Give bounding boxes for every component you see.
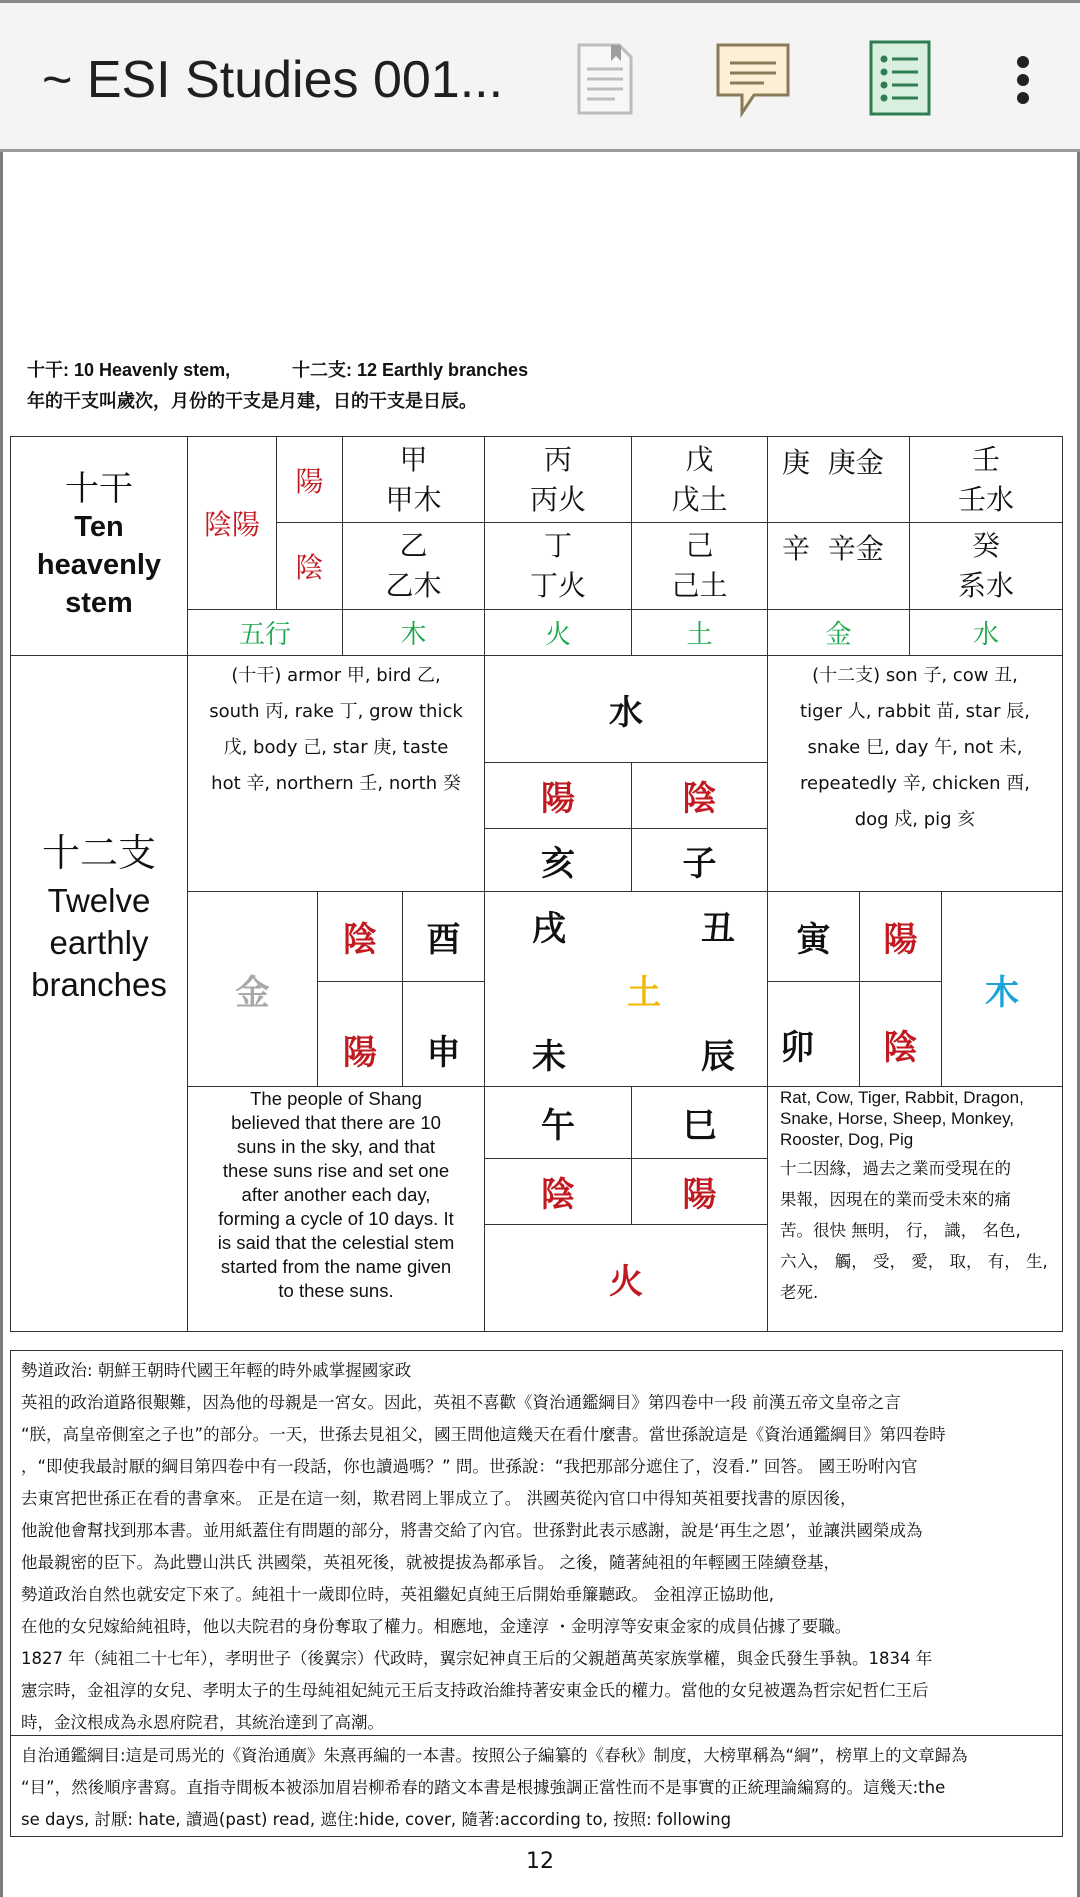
wuxing-water: 水 (909, 609, 1063, 656)
comment-icon[interactable] (714, 41, 792, 125)
branch-yin-tiger: 寅 (767, 891, 860, 982)
branch-xu: 戌 (532, 908, 566, 949)
stem-jia: 甲 甲木 (342, 436, 485, 523)
branch-si: 巳 (631, 1086, 768, 1159)
water-yin: 陰 (631, 762, 768, 829)
wuxing-metal: 金 (767, 609, 910, 656)
metal-element: 金 (187, 891, 318, 1087)
stems-label: 十干 Ten heavenly stem (10, 436, 188, 656)
document-page (0, 152, 1080, 1897)
metal-yin: 陰 (317, 891, 403, 982)
essay-box: 勢道政治: 朝鮮王朝時代國王年輕的時外戚掌握國家政 英祖的政治道路很艱難，因為他的母親是一宮女。因此，英祖不喜歡《資治通鑑綱目》第四卷中一段 前漢五帝文皇帝之言 “朕，高皇帝側室之子也”的部分。一天，世孫去見祖父，國王問他這幾天在看什麼書。當世孫說這是《資治通鑑綱目》第四卷時 ，“即使我最討厭的綱目第四卷中有一段話，你也讀過嗎？” 問。世孫說：“我把那部分遮住了，沒看.” 回答。 國王吩咐內官 去東宮把世孫正在看的書拿來。 正是在這一刻，欺君罔上罪成立了。 洪國英從內官口中得知英祖要找書的原因後， 他說他會幫找到那本書。並用紙蓋住有問題的部分，將書交給了內官。世孫對此表示感謝，說是‘再生之恩’，並讓洪國榮成為 他最親密的臣下。為此豐山洪氏 洪國榮，英祖死後，就被提拔為都承旨。 之後，隨著純祖的年輕國王陸續登基， 勢道政治自然也就安定下來了。純祖十一歲即位時，英祖繼妃貞純王后開始垂簾聽政。 金祖淳正協助他, 在他的女兒嫁給純祖時，他以夫院君的身份奪取了權力。相應地，金達淳 ・金明淳等安東金家的成員佔據了要職。 1827 年（純祖二十七年），孝明世子（後翼宗）代政時，翼宗妃神貞王后的父親趙萬英家族掌權，與金氏發生爭執。1834 年 憲宗時，金祖淳的女兒、孝明太子的生母純祖妃純元王后支持政治維持著安東金氏的權力。當他的女兒被選為哲宗妃哲仁王后 時，金汶根成為永恩府院君，其統治達到了高潮。 (10, 1350, 1063, 1736)
stem-ding: 丁 丁火 (484, 522, 632, 610)
stem-gui: 癸 系水 (909, 522, 1063, 610)
yang-label: 陽 (276, 436, 343, 523)
fire-yang: 陽 (631, 1158, 768, 1225)
stem-ren: 壬 壬水 (909, 436, 1063, 523)
branch-you: 酉 (402, 891, 485, 982)
stem-geng: 庚 庚金 (767, 436, 910, 523)
stem-yi: 乙 乙木 (342, 522, 485, 610)
wuxing-fire: 火 (484, 609, 632, 656)
wuxing-wood: 木 (342, 609, 485, 656)
stem-wu: 戊 戊土 (631, 436, 768, 523)
stem-ji: 己 己土 (631, 522, 768, 610)
bookmark-page-icon[interactable] (575, 41, 635, 121)
stems-gloss: (十干) armor 甲, bird 乙, south 丙, rake 丁, grow thick 戊, body 己, star 庚, taste hot 辛, northern 壬, north 癸 (187, 655, 485, 892)
yinyang-label: 陰陽 (187, 436, 277, 610)
branches-label: 十二支 Twelve earthly branches (10, 655, 188, 1332)
metal-yang: 陽 (317, 981, 403, 1087)
branch-hai: 亥 (484, 828, 632, 892)
wuxing-label: 五行 (187, 609, 343, 656)
branch-chou: 丑 (701, 908, 735, 949)
document-title[interactable]: ~ ESI Studies 001... (42, 51, 504, 109)
branch-wei: 未 (532, 1036, 566, 1077)
header-stems: 十干: 10 Heavenly stem, (27, 360, 231, 380)
branch-zi: 子 (631, 828, 768, 892)
header-branches: 十二支: 12 Earthly branches (292, 360, 529, 380)
vocab-notes-box: 自治通鑑綱目:這是司馬光的《資治通廣》朱熹再編的一本書。按照公子編纂的《春秋》制度，大榜單稱為“綱”，榜單上的文章歸為 “目”，然後順序書寫。直指寺間板本被添加眉岩柳希春的踏文本書是根據強調正當性而不是事實的正統理論編寫的。這幾天:the se days, 討厭: hate, 讀過(past) read, 遮住:hide, cover, 隨著:according to, 按照: following (10, 1735, 1063, 1837)
animals-nidana-note: Rat, Cow, Tiger, Rabbit, Dragon, Snake, Horse, Sheep, Monkey, Rooster, Dog, Pig 十二因緣，過去之業而受現在的 果報，因現在的業而受未來的痛 苦。很快 無明， 行， 識， 名色, 六入， 觸， 受， 愛， 取， 有， 生, 老死. (767, 1086, 1063, 1332)
page-number: 12 (526, 1849, 554, 1874)
branches-gloss: (十二支) son 子, cow 丑, tiger 人, rabbit 苗, star 辰, snake 巳, day 午, not 未, repeatedly 辛, chicken 酉, dog 戍, pig 亥 (767, 655, 1063, 892)
fire-element: 火 (484, 1224, 768, 1332)
shang-note: The people of Shang believed that there are 10 suns in the sky, and that these suns rise and set one after another each day, forming a cycle of 10 days. It is said that the celestial stem started from the name given to these suns. (187, 1086, 485, 1332)
fire-yin: 陰 (484, 1158, 632, 1225)
water-element: 水 (484, 655, 768, 763)
branch-mao: 卯 (767, 981, 860, 1087)
stem-xin: 辛 辛金 (767, 522, 910, 610)
earth-element: 土 (627, 972, 661, 1013)
wood-element: 木 (941, 891, 1063, 1087)
header-ganzhi-note: 年的干支叫歲次，月份的干支是月建，日的干支是日辰。 (27, 391, 477, 411)
yin-label: 陰 (276, 522, 343, 610)
branch-chen: 辰 (701, 1036, 735, 1077)
more-vert-icon[interactable] (1010, 55, 1036, 109)
wood-yin: 陰 (859, 981, 942, 1087)
list-icon[interactable] (868, 39, 932, 121)
water-yang: 陽 (484, 762, 632, 829)
wuxing-earth: 土 (631, 609, 768, 656)
app-bar (0, 0, 1080, 152)
branch-shen: 申 (402, 981, 485, 1087)
stem-bing: 丙 丙火 (484, 436, 632, 523)
wood-yang: 陽 (859, 891, 942, 982)
branch-wu-horse: 午 (484, 1086, 632, 1159)
